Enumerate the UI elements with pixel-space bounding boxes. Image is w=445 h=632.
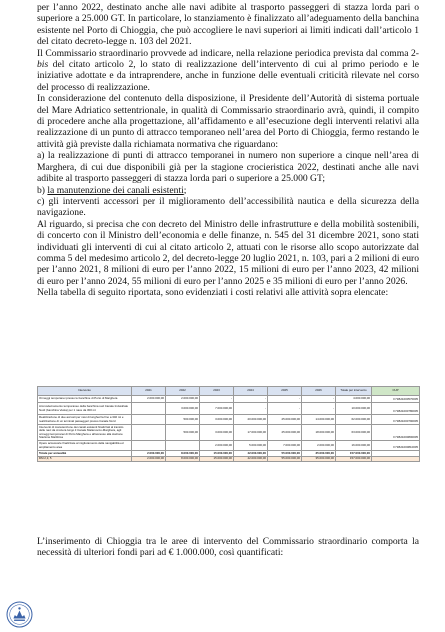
table-cell-value: 2.000.000,00 [132,396,166,403]
table-cell-value: 42.000.000,00 [234,456,268,462]
list-item-text: la manutenzione dei canali esistenti [47,184,184,196]
table-cell-cup: F71B21000800005 [372,425,420,441]
table-cell-intervento: Interventi di manutenzione dei canali esistenti finalizzati al transito delle navi da crociera lungo il Canale Malamocco-Marghera, agli ormeggi temporanei di Porto Marghera e all'accesso alla stazione Stazione Marittima [38,425,132,441]
table-row [38,425,420,441]
table-cell-value: 7.000.000,00 [268,441,302,451]
paragraph: per l’anno 2022, destinato anche alle navi adibite al trasporto passeggeri di stazza lorda pari o superiore a 25.000 GT. In particolare, lo stanziamento è finalizzato all’adeguamento della banchina esistente nel Porto di Chioggia, che può accogliere le navi superiori ai limiti indicati dall’articolo 1 del citato decreto-legge n. 103 del 2021. [37,2,419,48]
table-cell-value: 2.000.000,00 [166,396,200,403]
list-item: a) la realizzazione di punti di attracco temporanei in numero non superiore a cinque nell’area di Marghera, di cui due disponibili già per la stagione crocieristica 2022, destinati anche alle navi adibite al trasporto passeggeri di stazza lorda pari o superiore a 25.000 GT; [37,150,419,185]
table-cell-intervento: Realizzazione di due accosti per navi di lunghezza fino a 340 mt e realizzazione di un terminal passeggeri presso Canale Nord [38,415,132,425]
list-item: c) gli interventi accessori per il miglioramento dell’accessibilità nautica e della sicurezza della navigazione. [37,195,419,219]
table-cell-value: 3.000.000,00 [200,425,234,441]
list-item [37,185,419,196]
paragraph: L’inserimento di Chioggia tra le aree di intervento del Commissario straordinario comporta la necessità di ulteriori fondi pari ad € 1.000.000, così quantificati: [37,536,419,559]
paragraph: Nella tabella di seguito riportata, sono evidenziati i costi relativi alle attività sopra elencate: [37,287,389,299]
table-row [38,415,420,425]
table-cell-value: 10.000.000,00 [336,403,372,415]
after-table-text [37,536,419,559]
parliament-seal-icon [6,601,33,628]
table-cell-intervento: Ammodernamento temporaneo della banchina sud Canale Industriale Nord (banchina Vesta) per 1 nave da 300 mt [38,403,132,415]
paragraph: Al riguardo, si precisa che con decreto del Ministro delle infrastrutture e della mobilità sostenibili, di concerto con il Ministro dell’economia e delle finanze, n. 545 del 31 dicembre 2021, sono stati individuati gli interventi di cui al citato articolo 2, attuati con le risorse allo scopo autorizzate dal comma 5 del medesimo articolo 2, del decreto-legge 20 luglio 2021, n. 103, pari a 2 milioni di euro per l’anno 2021, 8 milioni di euro per l’anno 2022, 15 milioni di euro per l’anno 2023, 42 milioni di euro per l’anno 2024, 55 milioni di euro per l’anno 2025 e 35 milioni di euro per l’anno 2026. [37,218,419,287]
table-cell-value: 25.000.000,00 [268,425,302,441]
table-cell-value: 8.000.000,00 [166,451,200,457]
table-cell-value: 35.000.000,00 [302,451,336,457]
table-cell-value: 3.000.000,00 [200,415,234,425]
table-cell-value: - [268,403,302,415]
table-cell-value: - [200,396,234,403]
table-cell-value [132,441,166,451]
table-row [38,403,420,415]
table-cell-value: 62.000.000,00 [336,415,372,425]
table-cell-cup: F71B21000570005 [372,396,420,403]
table-cell-value: 2.000.000,00 [200,441,234,451]
table-cell-value: 35.000.000,00 [302,456,336,462]
header-cup: CUP [372,387,420,396]
header-2025: 2025 [268,387,302,396]
table-cell-value: 16.000.000,00 [336,441,372,451]
table-cell-value: 15.000.000,00 [200,451,234,457]
table-cell-value: 4.000.000,00 [336,396,372,403]
table-cell-value: - [234,403,268,415]
paragraph: In considerazione del contenuto della disposizione, il Presidente dell’Autorità di sistema portuale del Mare Adriatico settentrionale, in qualità di Commissario straordinario avrà, quindi, il compito di procedere anche alla progettazione, all’affidamento e all’esecuzione degli interventi relativi alla realizzazione di un punto di attracco temporaneo nell’area del Porto di Chioggia, fermo restando le attività già previste dalla richiamata normativa che riguardano: [37,93,419,150]
table-cell-value: 2.000.000,00 [132,451,166,457]
table-cell-value: 17.000.000,00 [234,425,268,441]
body-text [37,2,419,299]
table-cell-value: 25.000.000,00 [268,415,302,425]
table-cell-intervento: Opere accessorie finalizzate al miglioramento della navigabilità ed ampliamento area [38,441,132,451]
header-2022: 2022 [166,387,200,396]
paragraph [37,48,419,94]
table-cell-value: 63.000.000,00 [336,425,372,441]
table-cell-label: Totale per annualità [38,451,132,457]
table-cell-value: 18.000.000,00 [302,425,336,441]
table-cell-value: 14.000.000,00 [302,415,336,425]
header-intervento: Intervento [38,387,132,396]
table-cell-value: 42.000.000,00 [234,451,268,457]
table-cell-value: 3.000.000,00 [166,403,200,415]
table-dm-row [38,456,420,462]
header-2024: 2024 [234,387,268,396]
table-cell-value: 8.000.000,00 [166,456,200,462]
list-marker: b) [37,184,48,196]
table-cell-value: 2.000.000,00 [132,456,166,462]
header-2023: 2023 [200,387,234,396]
table-cell-value: 157.000.000,00 [336,456,372,462]
activity-list [37,150,419,218]
table-cell-value: - [234,396,268,403]
table-cell-label: DM 2,3, 5 [38,456,132,462]
text-run-italic: bis [37,59,49,71]
header-total: Totale per intervento [336,387,372,396]
text-run: Il Commissario straordinario provvede ad indicare, nella relazione periodica prevista dal comma 2- [37,47,419,59]
header-2021: 2021 [132,387,166,396]
table-cell-empty [372,456,420,462]
table-cell-cup: F71B21000810005 [372,441,420,451]
table-cell-value [132,425,166,441]
table-cell-value [132,403,166,415]
table-cell-value: 500.000,00 [166,425,200,441]
table-cell-value: 15.000.000,00 [200,456,234,462]
text-run: del citato articolo 2, lo stato di realizzazione dell’intervento di cui al primo periodo e le iniziative adottate e da intraprendere, anche in funzione delle eventuali criticità rilevate nel corso del processo di realizzazione. [37,59,419,93]
table-cell-value: - [302,403,336,415]
table-row [38,396,420,403]
table-cell-value: 5.000.000,00 [234,441,268,451]
table-row [38,441,420,451]
costs-table [37,386,420,462]
table-cell-intervento: Ormeggi temporanei presso le banchine di Porto di Marghera [38,396,132,403]
table-cell-value: 55.000.000,00 [268,451,302,457]
table-cell-value: - [302,396,336,403]
header-2026: 2026 [302,387,336,396]
table-cell-value [132,415,166,425]
table-cell-value: 157.000.000,00 [336,451,372,457]
table-cell-cup: F71B21000780005 [372,403,420,415]
list-punct: ; [183,184,187,196]
table-cell-value: 2.000.000,00 [302,441,336,451]
table-cell-value: 500.000,00 [166,415,200,425]
costs-table-wrap [37,386,419,462]
table-cell-cup: F71B21000790005 [372,415,420,425]
table-cell-value: - [268,396,302,403]
table-cell-value: 20.000.000,00 [234,415,268,425]
table-cell-value [166,441,200,451]
table-cell-value: 55.000.000,00 [268,456,302,462]
table-header-row [38,387,420,396]
table-cell-value: 7.000.000,00 [200,403,234,415]
